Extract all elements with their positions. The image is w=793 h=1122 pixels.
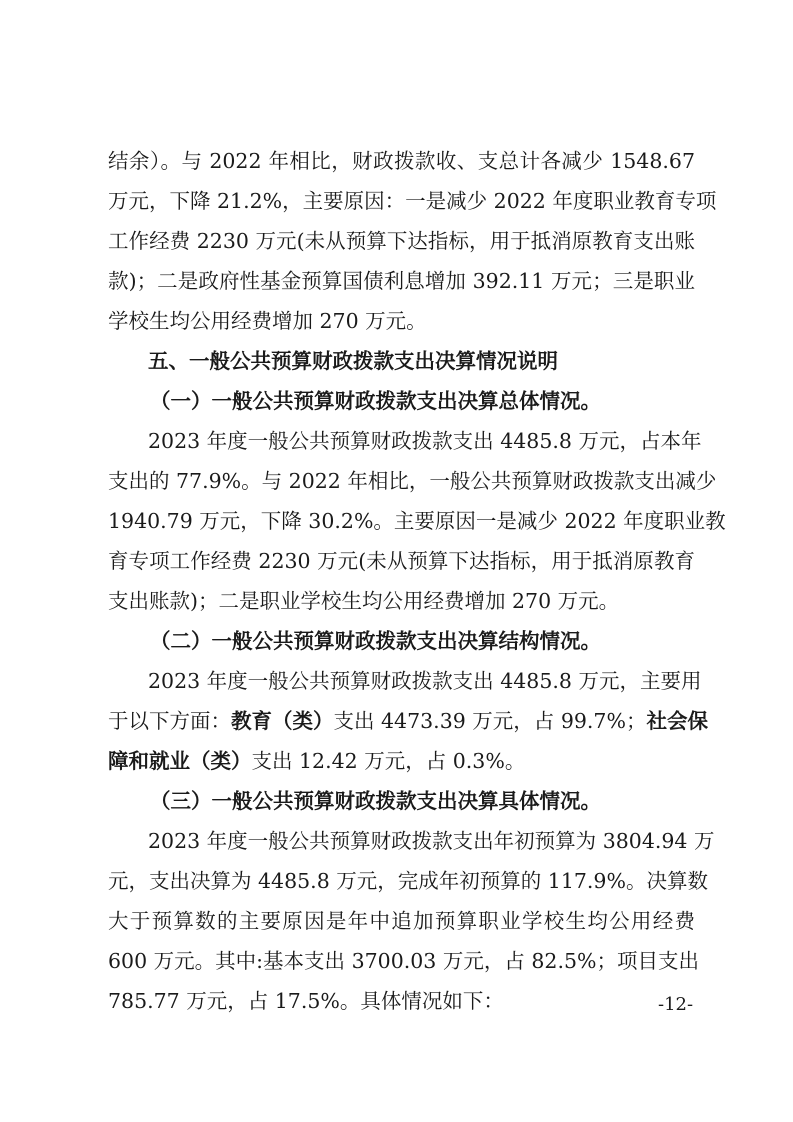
paragraph-line: 结余）。与 2022 年相比，财政拨款收、支总计各减少 1548.67 <box>108 149 695 173</box>
paragraph-line: 万元，下降 21.2%，主要原因：一是减少 2022 年度职业教育专项 <box>108 189 717 213</box>
paragraph-line: 大于预算数的主要原因是年中追加预算职业学校生均公用经费 <box>108 909 695 933</box>
text-span: 于以下方面： <box>108 709 231 733</box>
paragraph-line: 785.77 万元，占 17.5%。具体情况如下： <box>108 989 504 1013</box>
text-span: 支出 12.42 万元，占 0.3%。 <box>251 749 526 773</box>
paragraph-line: 2023 年度一般公共预算财政拨款支出 4485.8 万元，占本年 <box>148 429 702 453</box>
subsection-title-3: （三）一般公共预算财政拨款支出决算具体情况。 <box>150 789 601 813</box>
paragraph-line: 工作经费 2230 万元(未从预算下达指标，用于抵消原教育支出账 <box>108 229 695 253</box>
paragraph-line: 2023 年度一般公共预算财政拨款支出年初预算为 3804.94 万 <box>148 829 715 853</box>
text-span: 支出 4473.39 万元，占 99.7%； <box>333 709 647 733</box>
paragraph-line: 元，支出决算为 4485.8 万元，完成年初预算的 117.9%。决算数 <box>108 869 708 893</box>
paragraph-line <box>108 747 525 775</box>
section-title: 五、一般公共预算财政拨款支出决算情况说明 <box>148 349 558 373</box>
paragraph-line: 支出账款)；二是职业学校生均公用经费增加 270 万元。 <box>108 589 620 613</box>
paragraph-line: 600 万元。其中:基本支出 3700.03 万元，占 82.5%；项目支出 <box>108 949 699 973</box>
bold-term: 教育（类） <box>231 709 334 733</box>
subsection-title-1: （一）一般公共预算财政拨款支出决算总体情况。 <box>150 389 601 413</box>
paragraph-line <box>108 707 708 735</box>
paragraph-line: 育专项工作经费 2230 万元(未从预算下达指标，用于抵消原教育 <box>108 549 695 573</box>
paragraph-line: 款)；二是政府性基金预算国债利息增加 392.11 万元；三是职业 <box>108 269 695 293</box>
paragraph-line: 支出的 77.9%。与 2022 年相比，一般公共预算财政拨款支出减少 <box>108 469 717 493</box>
bold-term: 社会保 <box>646 709 708 733</box>
paragraph-line: 学校生均公用经费增加 270 万元。 <box>108 309 427 333</box>
bold-term: 障和就业（类） <box>108 749 252 773</box>
page-number: -12- <box>658 994 694 1015</box>
paragraph-line: 2023 年度一般公共预算财政拨款支出 4485.8 万元，主要用 <box>148 669 702 693</box>
subsection-title-2: （二）一般公共预算财政拨款支出决算结构情况。 <box>150 629 601 653</box>
paragraph-line: 1940.79 万元，下降 30.2%。主要原因一是减少 2022 年度职业教 <box>108 509 726 533</box>
